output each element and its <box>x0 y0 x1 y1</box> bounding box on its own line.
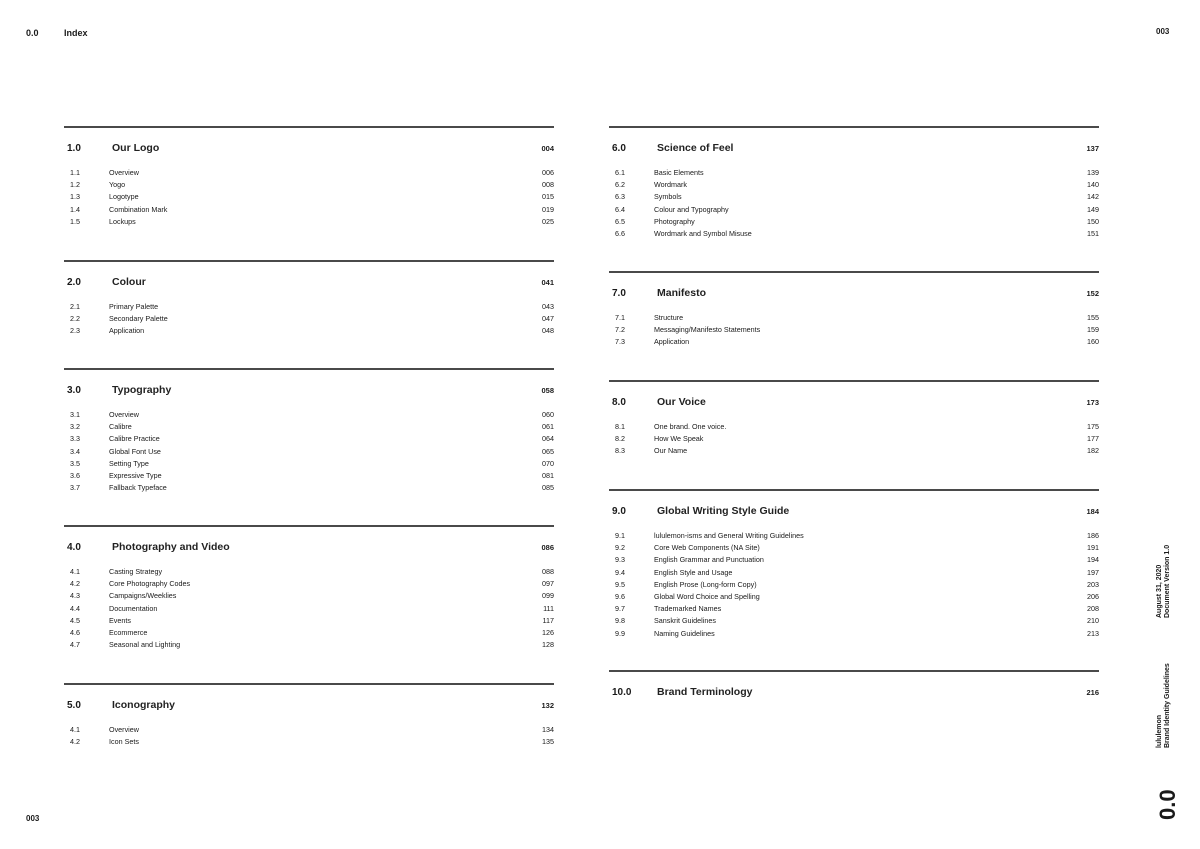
toc-section <box>609 670 1099 700</box>
toc-section <box>609 126 1099 240</box>
entry-number: 6.4 <box>615 204 625 214</box>
entry-page: 203 <box>1087 579 1099 589</box>
toc-section-heading[interactable] <box>609 686 1099 700</box>
toc-section <box>609 489 1099 640</box>
entry-title: Application <box>654 337 690 347</box>
entry-page: 150 <box>1087 216 1099 226</box>
section-title: Brand Terminology <box>657 686 753 698</box>
toc-section <box>64 126 554 228</box>
toc-subsection-list <box>609 167 1099 240</box>
entry-title: Global Font Use <box>109 446 161 456</box>
toc-section <box>64 368 554 494</box>
entry-number: 9.5 <box>615 579 625 589</box>
entry-page: 177 <box>1087 434 1099 444</box>
entry-title: Colour and Typography <box>654 204 729 214</box>
toc-entry[interactable] <box>609 167 1099 179</box>
toc-subsection-list <box>609 530 1099 640</box>
section-number: 1.0 <box>67 143 81 154</box>
entry-title: Trademarked Names <box>654 604 722 614</box>
entry-number: 9.2 <box>615 543 625 553</box>
section-page: 004 <box>541 144 554 153</box>
entry-page: 140 <box>1087 180 1099 190</box>
entry-number: 1.1 <box>70 168 80 177</box>
toc-entry[interactable] <box>609 216 1099 228</box>
entry-number: 3.3 <box>70 434 80 444</box>
entry-page: 019 <box>542 204 554 214</box>
entry-number: 2.3 <box>70 326 80 336</box>
toc-section-heading[interactable] <box>609 287 1099 301</box>
toc-entry[interactable] <box>609 433 1099 445</box>
entry-page: 048 <box>542 326 554 336</box>
entry-title: Core Photography Codes <box>109 579 191 589</box>
entry-page: 085 <box>542 483 554 493</box>
entry-page: 149 <box>1087 204 1099 214</box>
entry-title: Wordmark <box>654 180 688 190</box>
entry-title: Documentation <box>109 603 158 613</box>
brand-name: lululemon <box>1156 714 1163 748</box>
entry-number: 9.8 <box>615 616 625 626</box>
entry-title: Messaging/Manifesto Statements <box>654 325 761 335</box>
toc-entry[interactable] <box>609 336 1099 348</box>
entry-number: 4.4 <box>70 603 80 613</box>
toc-entry[interactable] <box>64 566 554 578</box>
entry-title: Seasonal and Lighting <box>109 640 181 650</box>
toc-subsection-list <box>64 566 554 651</box>
entry-title: Overview <box>109 168 139 177</box>
entry-page: 025 <box>542 216 554 226</box>
section-title: Colour <box>112 276 146 288</box>
entry-title: Core Web Components (NA Site) <box>654 543 760 553</box>
toc-entry[interactable] <box>609 324 1099 336</box>
entry-page: 117 <box>542 615 554 625</box>
entry-title: Sanskrit Guidelines <box>654 616 716 626</box>
page-number-top: 003 <box>1156 27 1170 36</box>
toc-section-heading[interactable] <box>609 505 1099 519</box>
entry-number: 3.2 <box>70 422 80 432</box>
entry-page: 139 <box>1087 168 1099 177</box>
toc-section-heading[interactable] <box>64 142 554 156</box>
toc-entry[interactable] <box>64 325 554 337</box>
section-page: 132 <box>541 701 554 710</box>
section-number: 8.0 <box>612 397 626 408</box>
toc-section-heading[interactable] <box>609 142 1099 156</box>
entry-number: 4.7 <box>70 640 80 650</box>
toc-entry[interactable] <box>64 216 554 228</box>
toc-entry[interactable] <box>609 191 1099 203</box>
entry-page: 135 <box>542 737 554 747</box>
entry-title: Symbols <box>654 192 682 202</box>
entry-number: 1.4 <box>70 204 80 214</box>
section-page: 086 <box>541 543 554 552</box>
entry-number: 9.6 <box>615 591 625 601</box>
toc-subsection-list <box>64 167 554 228</box>
entry-page: 006 <box>542 168 554 177</box>
entry-number: 4.1 <box>70 567 80 576</box>
toc-section-heading[interactable] <box>64 384 554 398</box>
entry-title: Primary Palette <box>109 302 159 311</box>
toc-entry[interactable] <box>64 482 554 494</box>
toc-entry[interactable] <box>609 204 1099 216</box>
entry-number: 1.2 <box>70 180 80 190</box>
toc-entry[interactable] <box>609 530 1099 542</box>
section-title: Photography and Video <box>112 541 230 553</box>
entry-title: Calibre <box>109 422 132 432</box>
section-title: Iconography <box>112 699 176 711</box>
entry-title: Lockups <box>109 216 136 226</box>
entry-page: 155 <box>1087 313 1099 322</box>
entry-number: 6.1 <box>615 168 625 177</box>
toc-entry[interactable] <box>64 603 554 615</box>
toc-section-heading[interactable] <box>64 541 554 555</box>
entry-number: 9.9 <box>615 628 625 638</box>
entry-title: English Grammar and Punctuation <box>654 555 764 565</box>
entry-title: Naming Guidelines <box>654 628 715 638</box>
section-number: 4.0 <box>67 542 81 553</box>
entry-title: Yogo <box>109 180 126 190</box>
toc-subsection-list <box>609 312 1099 349</box>
section-page: 058 <box>541 386 554 395</box>
section-page: 137 <box>1086 144 1099 153</box>
entry-page: 015 <box>542 192 554 202</box>
toc-section <box>64 683 554 748</box>
entry-number: 7.3 <box>615 337 625 347</box>
entry-title: Casting Strategy <box>109 567 163 576</box>
toc-entry[interactable] <box>609 591 1099 603</box>
entry-page: 126 <box>542 627 554 637</box>
entry-number: 3.7 <box>70 483 80 493</box>
section-number: 7.0 <box>612 288 626 299</box>
entry-number: 3.1 <box>70 410 80 419</box>
entry-number: 4.2 <box>70 737 80 747</box>
entry-page: 081 <box>542 470 554 480</box>
entry-number: 6.3 <box>615 192 625 202</box>
entry-page: 099 <box>542 591 554 601</box>
toc-section-heading[interactable] <box>64 699 554 713</box>
toc-entry[interactable] <box>64 191 554 203</box>
entry-page: 191 <box>1087 543 1099 553</box>
entry-page: 061 <box>542 422 554 432</box>
entry-title: One brand. One voice. <box>654 422 727 431</box>
entry-page: 175 <box>1087 422 1099 431</box>
section-number: 3.0 <box>67 385 81 396</box>
entry-title: Expressive Type <box>109 470 162 480</box>
entry-title: Combination Mark <box>109 204 168 214</box>
entry-title: Icon Sets <box>109 737 139 747</box>
entry-number: 3.4 <box>70 446 80 456</box>
toc-entry[interactable] <box>609 603 1099 615</box>
section-page: 216 <box>1086 688 1099 697</box>
entry-number: 4.5 <box>70 615 80 625</box>
entry-number: 6.2 <box>615 180 625 190</box>
toc-section <box>64 260 554 338</box>
entry-title: Basic Elements <box>654 168 704 177</box>
toc-subsection-list <box>64 409 554 494</box>
toc-entry[interactable] <box>64 409 554 421</box>
entry-title: Global Word Choice and Spelling <box>654 591 760 601</box>
entry-title: Wordmark and Symbol Misuse <box>654 228 752 238</box>
entry-number: 9.4 <box>615 567 625 577</box>
entry-page: 186 <box>1087 531 1099 540</box>
toc-entry[interactable] <box>64 446 554 458</box>
section-number: 5.0 <box>67 700 81 711</box>
entry-title: English Prose (Long-form Copy) <box>654 579 757 589</box>
entry-page: 111 <box>543 603 554 613</box>
entry-title: Application <box>109 326 145 336</box>
entry-title: How We Speak <box>654 434 704 444</box>
entry-page: 008 <box>542 180 554 190</box>
entry-title: English Style and Usage <box>654 567 733 577</box>
entry-number: 7.1 <box>615 313 625 322</box>
entry-number: 3.6 <box>70 470 80 480</box>
entry-number: 6.5 <box>615 216 625 226</box>
document-brand <box>1156 663 1172 748</box>
section-title: Science of Feel <box>657 142 734 154</box>
entry-title: Secondary Palette <box>109 314 168 324</box>
toc-section <box>609 271 1099 349</box>
toc-entry[interactable] <box>609 445 1099 457</box>
toc-entry[interactable] <box>609 179 1099 191</box>
entry-number: 6.6 <box>615 228 625 238</box>
section-page: 184 <box>1086 507 1099 516</box>
entry-number: 8.2 <box>615 434 625 444</box>
entry-title: Overview <box>109 410 139 419</box>
section-title: Our Voice <box>657 396 706 408</box>
entry-number: 2.2 <box>70 314 80 324</box>
entry-page: 159 <box>1087 325 1099 335</box>
entry-title: Calibre Practice <box>109 434 160 444</box>
header-section-number: 0.0 <box>26 28 39 38</box>
entry-page: 151 <box>1087 228 1099 238</box>
entry-page: 088 <box>542 567 554 576</box>
document-meta <box>1156 545 1172 618</box>
entry-title: Ecommerce <box>109 627 148 637</box>
entry-number: 4.3 <box>70 591 80 601</box>
entry-title: Campaigns/Weeklies <box>109 591 177 601</box>
toc-entry[interactable] <box>64 615 554 627</box>
entry-page: 134 <box>542 725 554 734</box>
entry-number: 7.2 <box>615 325 625 335</box>
toc-entry[interactable] <box>64 204 554 216</box>
entry-page: 208 <box>1087 604 1099 614</box>
entry-number: 4.6 <box>70 627 80 637</box>
entry-page: 206 <box>1087 591 1099 601</box>
toc-entry[interactable] <box>64 179 554 191</box>
entry-title: Logotype <box>109 192 139 202</box>
toc-entry[interactable] <box>609 554 1099 566</box>
entry-number: 4.1 <box>70 725 80 734</box>
entry-page: 197 <box>1087 567 1099 577</box>
toc-subsection-list <box>64 724 554 748</box>
toc-entry[interactable] <box>609 228 1099 240</box>
toc-entry[interactable] <box>609 579 1099 591</box>
toc-entry[interactable] <box>64 167 554 179</box>
toc-entry[interactable] <box>64 421 554 433</box>
entry-page: 160 <box>1087 337 1099 347</box>
entry-page: 047 <box>542 314 554 324</box>
entry-page: 043 <box>542 302 554 311</box>
toc-entry[interactable] <box>64 724 554 736</box>
entry-number: 9.3 <box>615 555 625 565</box>
entry-page: 070 <box>542 458 554 468</box>
entry-number: 1.3 <box>70 192 80 202</box>
entry-page: 210 <box>1087 616 1099 626</box>
section-page: 152 <box>1086 289 1099 298</box>
entry-page: 213 <box>1087 628 1099 638</box>
section-title: Our Logo <box>112 142 160 154</box>
entry-title: Events <box>109 615 131 625</box>
entry-number: 8.1 <box>615 422 625 431</box>
toc-entry[interactable] <box>64 301 554 313</box>
entry-page: 142 <box>1087 192 1099 202</box>
page-number-bottom: 003 <box>26 814 40 823</box>
toc-entry[interactable] <box>609 628 1099 640</box>
toc-entry[interactable] <box>609 567 1099 579</box>
toc-entry[interactable] <box>64 736 554 748</box>
entry-number: 4.2 <box>70 579 80 589</box>
section-page: 173 <box>1086 398 1099 407</box>
toc-entry[interactable] <box>64 458 554 470</box>
chapter-number-large: 0.0 <box>1155 789 1180 820</box>
toc-entry[interactable] <box>64 313 554 325</box>
document-version: Document Version 1.0 <box>1164 544 1171 618</box>
section-number: 6.0 <box>612 143 626 154</box>
page-title: Index <box>64 28 88 38</box>
toc-subsection-list <box>609 421 1099 458</box>
entry-number: 1.5 <box>70 216 80 226</box>
toc-section <box>609 380 1099 458</box>
entry-page: 060 <box>542 410 554 419</box>
entry-page: 128 <box>542 640 554 650</box>
entry-page: 064 <box>542 434 554 444</box>
entry-title: lululemon-isms and General Writing Guidelines <box>654 531 804 540</box>
toc-entry[interactable] <box>64 470 554 482</box>
toc-entry[interactable] <box>609 421 1099 433</box>
entry-page: 194 <box>1087 555 1099 565</box>
toc-entry[interactable] <box>609 542 1099 554</box>
section-page: 041 <box>541 278 554 287</box>
toc-entry[interactable] <box>64 578 554 590</box>
entry-title: Setting Type <box>109 458 149 468</box>
entry-number: 9.1 <box>615 531 625 540</box>
toc-entry[interactable] <box>64 433 554 445</box>
entry-page: 182 <box>1087 446 1099 456</box>
toc-section <box>64 525 554 651</box>
entry-page: 097 <box>542 579 554 589</box>
section-title: Manifesto <box>657 287 707 299</box>
entry-page: 065 <box>542 446 554 456</box>
toc-entry[interactable] <box>64 590 554 602</box>
document-date: August 31, 2020 <box>1156 564 1163 618</box>
entry-number: 3.5 <box>70 458 80 468</box>
entry-title: Our Name <box>654 446 688 456</box>
toc-entry[interactable] <box>609 615 1099 627</box>
entry-title: Structure <box>654 313 684 322</box>
section-number: 9.0 <box>612 506 626 517</box>
toc-section-heading[interactable] <box>64 276 554 290</box>
section-title: Global Writing Style Guide <box>657 505 790 517</box>
section-title: Typography <box>112 384 172 396</box>
entry-number: 8.3 <box>615 446 625 456</box>
toc-subsection-list <box>64 301 554 338</box>
entry-title: Fallback Typeface <box>109 483 167 493</box>
toc-entry[interactable] <box>64 627 554 639</box>
section-number: 10.0 <box>612 687 632 698</box>
toc-section-heading[interactable] <box>609 396 1099 410</box>
entry-number: 9.7 <box>615 604 625 614</box>
document-title: Brand Identity Guidelines <box>1164 663 1171 748</box>
entry-number: 2.1 <box>70 302 80 311</box>
toc-entry[interactable] <box>609 312 1099 324</box>
section-number: 2.0 <box>67 277 81 288</box>
entry-title: Overview <box>109 725 139 734</box>
toc-entry[interactable] <box>64 639 554 651</box>
entry-title: Photography <box>654 216 695 226</box>
